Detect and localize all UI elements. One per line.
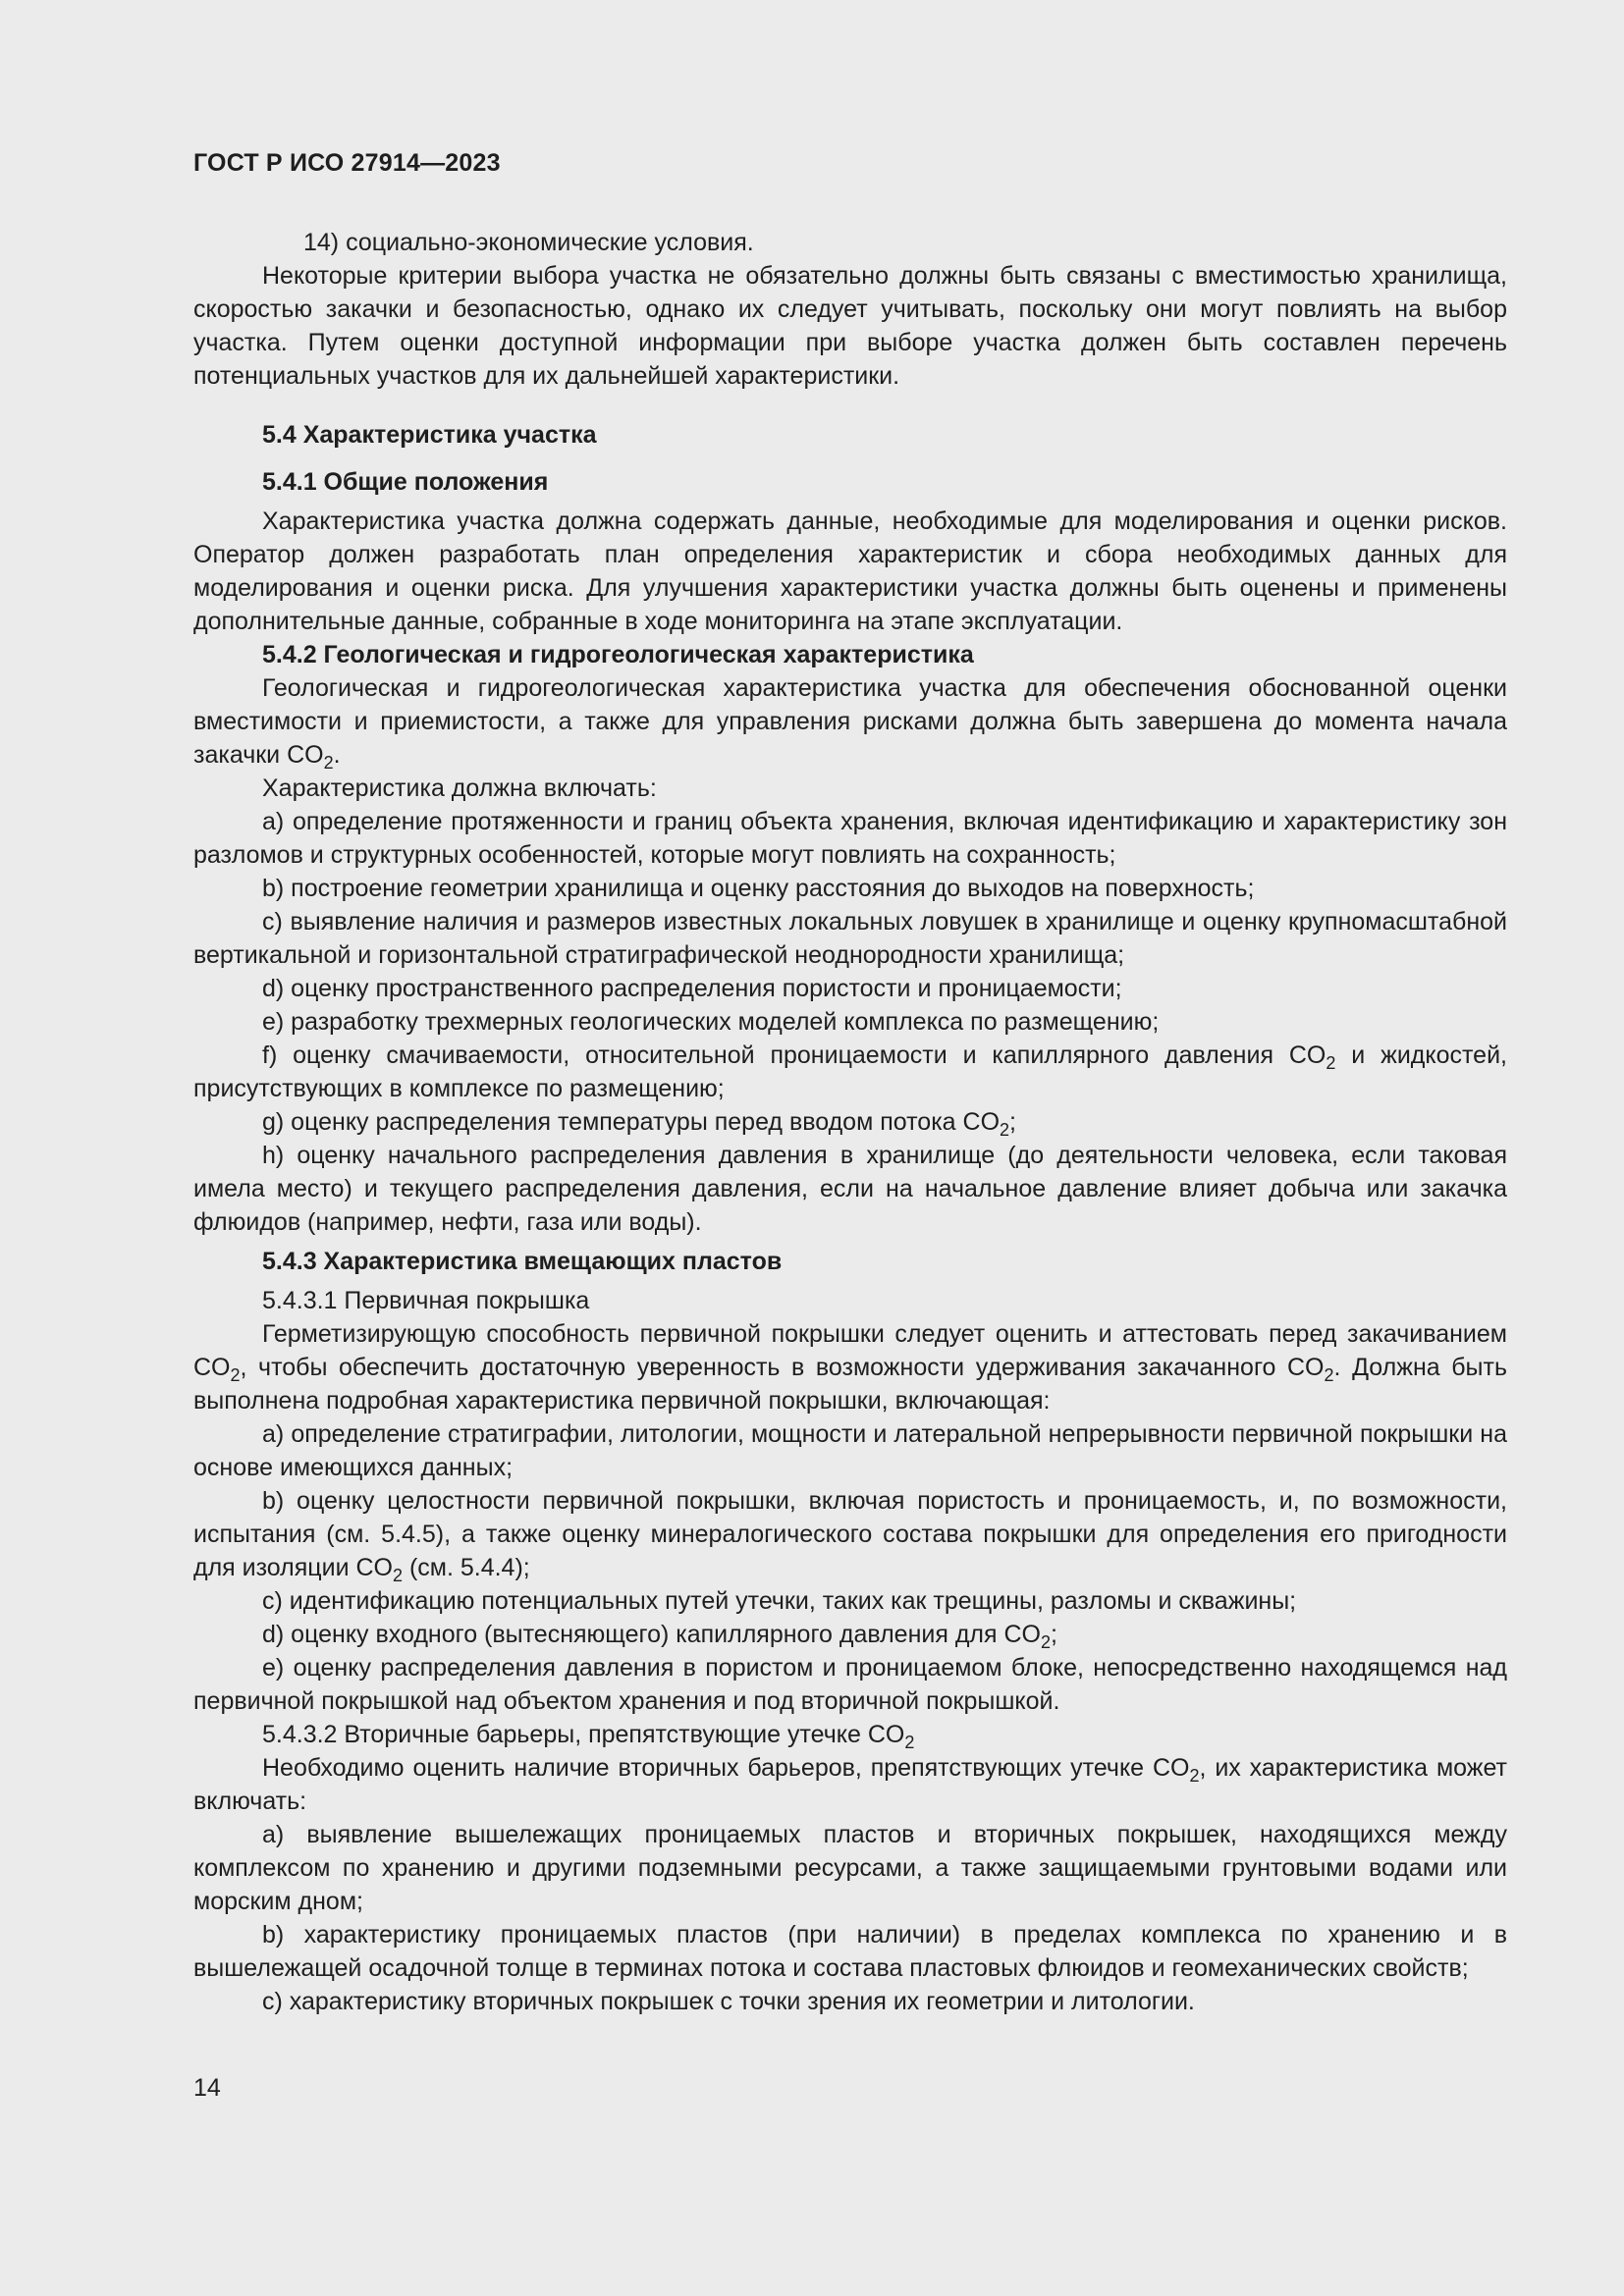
section-5-4-3-1-heading: 5.4.3.1 Первичная покрышка [262,1287,590,1314]
subscript: 2 [1324,1365,1334,1385]
list-item-c: c) выявление наличия и размеров известных локальных ловушек в хранилище и оценку крупномасштабной вертикальной и горизонтальной стратиграфической неоднородности хранилища; [193,908,1507,969]
section-5-4-3-2-heading [193,1718,1507,1751]
text-fragment: . [333,741,341,769]
subscript: 2 [1189,1766,1200,1786]
list-item-d [193,1618,1507,1651]
page-number: 14 [193,2074,221,2102]
subscript: 2 [323,753,334,773]
subscript: 2 [230,1365,241,1385]
list-item-a: a) определение протяженности и границ объекта хранения, включая идентификацию и характеристику зон разломов и структурных особенностей, которые могут повлиять на сохранность; [193,808,1507,869]
subscript: 2 [1326,1053,1336,1073]
subscript: 2 [392,1566,403,1585]
list-item-b [193,1484,1507,1584]
list-item-c: c) идентификацию потенциальных путей утечки, таких как трещины, разломы и скважины; [262,1587,1297,1615]
document-content [193,226,1507,2018]
list-item-a: a) определение стратиграфии, литологии, мощности и латеральной непрерывности первичной покрышки на основе имеющихся данных; [193,1420,1507,1481]
text-fragment: , их характеристика может включать: [193,1754,1508,1815]
list-item-h: h) оценку начального распределения давления в хранилище (до деятельности человека, если таковая имела место) и текущего распределения давления, если на начальное давление влияет добыча или закачка флюидов (например, нефти, газа или воды). [193,1142,1507,1236]
text-fragment: Герметизирующую способность первичной покрышки следует оценить и аттестовать перед закачиванием CO [193,1320,1507,1381]
list-item-a: a) выявление вышележащих проницаемых пластов и вторичных покрышек, находящихся между комплексом по хранению и другими подземными ресурсами, а также защищаемыми грунтовыми водами или морским дном; [193,1821,1507,1915]
text-fragment: Необходимо оценить наличие вторичных барьеров, препятствующих утечке CO [262,1754,1190,1782]
section-5-4-2-heading: 5.4.2 Геологическая и гидрогеологическая характеристика [262,641,974,668]
section-5-4-3-heading: 5.4.3 Характеристика вмещающих пластов [262,1248,783,1275]
section-5-4-3-2-paragraph [193,1751,1507,1818]
section-5-4-heading: 5.4 Характеристика участка [262,421,597,449]
section-5-4-2-paragraph [193,671,1507,772]
text-fragment: . Должна быть выполнена подробная характеристика первичной покрышки, включающая: [193,1354,1508,1415]
text-fragment: f) оценку смачиваемости, относительной проницаемости и капиллярного давления CO [262,1041,1326,1069]
text-fragment: и жидкостей, присутствующих в комплексе по размещению; [193,1041,1507,1102]
text-fragment: d) оценку входного (вытесняющего) капиллярного давления для CO [262,1621,1041,1648]
document-header: ГОСТ Р ИСО 27914—2023 [193,149,501,177]
section-5-4-3-1-paragraph [193,1317,1507,1417]
list-item-c: c) характеристику вторичных покрышек с точки зрения их геометрии и литологии. [262,1988,1195,2015]
list-item-f [193,1039,1507,1105]
list-item-14: 14) социально-экономические условия. [303,229,754,256]
list-item-b: b) построение геометрии хранилища и оценку расстояния до выходов на поверхность; [262,875,1255,902]
text-fragment: ; [1051,1621,1057,1648]
text-fragment: , чтобы обеспечить достаточную уверенность в возможности удерживания закачанного CO [240,1354,1325,1381]
intro-paragraph: Некоторые критерии выбора участка не обязательно должны быть связаны с вместимостью хранилища, скоростью закачки и безопасностью, однако их следует учитывать, поскольку они могут повлиять на выбор участка. Путем оценки доступной информации при выборе участка должен быть составлен перечень потенциальных участков для их дальнейшей характеристики. [193,262,1507,390]
must-include-paragraph: Характеристика должна включать: [262,774,657,802]
list-item-e: e) оценку распределения давления в пористом и проницаемом блоке, непосредственно находящемся над первичной покрышкой над объектом хранения и под вторичной покрышкой. [193,1654,1507,1715]
section-5-4-1-paragraph: Характеристика участка должна содержать данные, необходимые для моделирования и оценки рисков. Оператор должен разработать план определения характеристик и сбора необходимых данных для моделирования и оценки риска. Для улучшения характеристики участка должны быть оценены и применены дополнительные данные, собранные в ходе мониторинга на этапе эксплуатации. [193,507,1507,635]
text-fragment: Геологическая и гидрогеологическая характеристика участка для обеспечения обоснованной оценки вместимости и приемистости, а также для управления рисками должна быть завершена до момента начала закачки CO [193,674,1507,769]
text-fragment: g) оценку распределения температуры перед вводом потока CO [262,1108,1001,1136]
list-item-d: d) оценку пространственного распределения пористости и проницаемости; [262,975,1122,1002]
text-fragment: b) оценку целостности первичной покрышки, включая пористость и проницаемость, и, по возможности, испытания (см. 5.4.5), а также оценку минералогического состава покрышки для определения его пригодности для изоляции CO [193,1487,1507,1581]
text-fragment: 5.4.3.2 Вторичные барьеры, препятствующие утечке CO [262,1721,905,1748]
subscript: 2 [1040,1632,1051,1652]
list-item-e: e) разработку трехмерных геологических моделей комплекса по размещению; [262,1008,1160,1036]
subscript: 2 [1000,1120,1010,1140]
text-fragment: ; [1009,1108,1016,1136]
section-5-4-1-heading: 5.4.1 Общие положения [262,468,549,496]
text-fragment: (см. 5.4.4); [403,1554,530,1581]
list-item-b: b) характеристику проницаемых пластов (при наличии) в пределах комплекса по хранению и в вышележащей осадочной толще в терминах потока и состава пластовых флюидов и геомеханических свойств; [193,1921,1507,1982]
list-item-g [193,1105,1507,1139]
subscript: 2 [904,1733,915,1752]
